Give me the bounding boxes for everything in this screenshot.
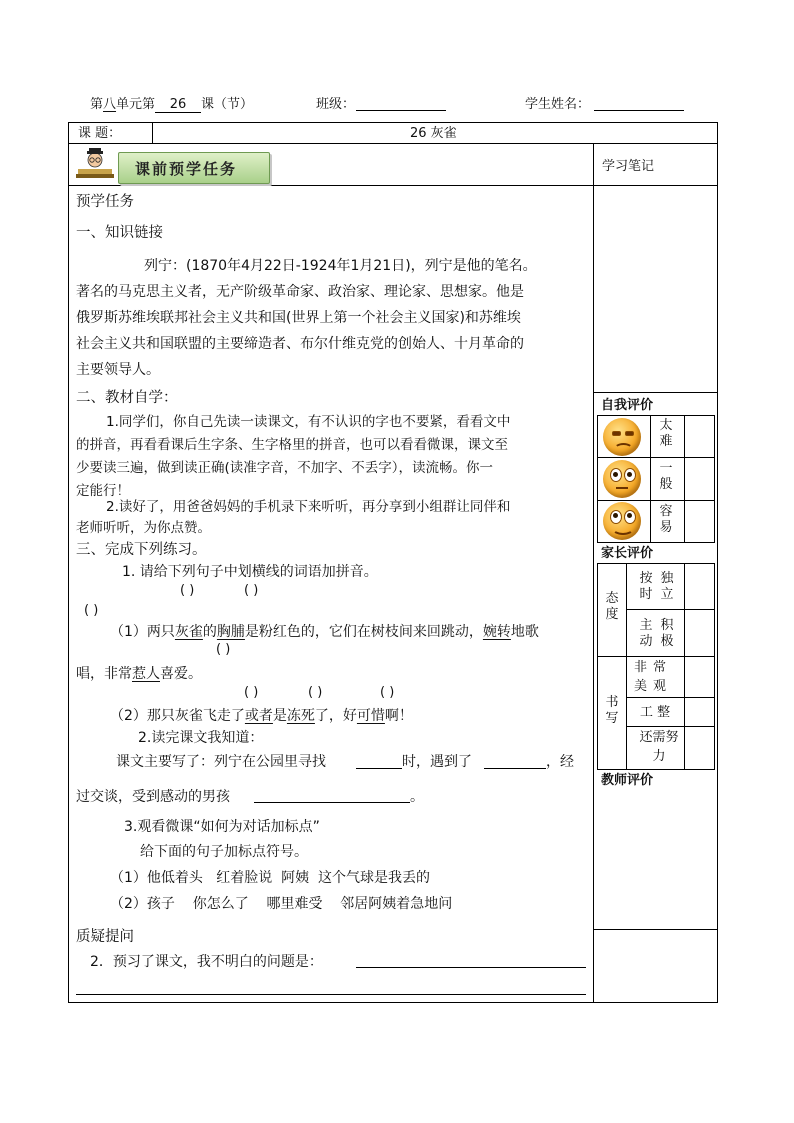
exercise-1: 1. 请给下列句子中划横线的词语加拼音。 — [122, 564, 378, 580]
pinyin-blank[interactable]: ( ) — [308, 685, 323, 700]
level-normal: 一般 — [659, 461, 673, 492]
answer-blank[interactable] — [484, 768, 546, 769]
sentence-1: （1）两只灰雀的胸脯是粉红色的，它们在树枝间来回跳动，婉转地歌 — [110, 624, 539, 640]
pre-study-banner — [118, 152, 270, 184]
parent-eval-title: 家长评价 — [601, 546, 654, 561]
att-on-time: 按时 — [639, 571, 653, 602]
lenin-line-4: 社会主义共和国联盟的主要缔造者、布尔什维克党的创始人、十月革命的 — [76, 336, 524, 352]
banner-text: 课前预学任务 — [135, 160, 238, 178]
question-title: 质疑提问 — [76, 929, 134, 945]
answer-blank[interactable] — [356, 768, 402, 769]
question-answer-line-2[interactable] — [76, 994, 586, 995]
pinyin-blank[interactable]: ( ) — [216, 642, 231, 657]
item1-line-3: 少要读三遍，做到读正确(读准字音，不加字、不丢字），读流畅。你一 — [76, 460, 494, 476]
question-2: 2．预习了课文，我不明白的问题是： — [90, 954, 323, 970]
w-improve: 还需努力 — [639, 730, 679, 764]
lesson-number: 26 — [155, 98, 201, 113]
w-beautiful: 非常美观 — [634, 660, 673, 694]
lesson-title: 26 灰雀 — [410, 126, 457, 141]
student-name-field[interactable] — [594, 110, 684, 111]
question-answer-line[interactable] — [356, 967, 586, 968]
item1-line-2: 的拼音，再看看课后生字条、生字格里的拼音，也可以看看微课，课文至 — [76, 437, 508, 453]
class-field[interactable] — [356, 110, 446, 111]
pinyin-blank[interactable]: ( ) — [244, 685, 259, 700]
section-1: 一、知识链接 — [76, 225, 163, 241]
class-label: 班级： — [316, 97, 356, 112]
reading-figure-icon — [76, 148, 114, 180]
attitude-label: 态度 — [605, 591, 619, 622]
lenin-line-3: 俄罗斯苏维埃联邦社会主义共和国(世界上第一个社会主义国家)和苏维埃 — [76, 310, 521, 326]
exercise-3: 3.观看微课“如何为对话加标点” — [124, 819, 320, 835]
neutral-face-icon[interactable] — [603, 460, 641, 498]
item2-line-1: 2.读好了，用爸爸妈妈的手机录下来听听，再分享到小组群让同伴和 — [106, 499, 511, 515]
item2-line-2: 老师听听，为你点赞。 — [76, 520, 211, 536]
title-label: 课 题： — [78, 126, 122, 141]
exercise-2-text-c: ，经 — [546, 754, 574, 770]
item1-line-4: 定能行！ — [76, 483, 130, 499]
att-active: 积极 — [660, 618, 674, 649]
pinyin-blank[interactable]: ( ) — [380, 685, 395, 700]
sad-face-icon[interactable] — [603, 418, 641, 456]
item1-line-1: 1.同学们，你自己先读一读课文，有不认识的字也不要紧，看看文中 — [106, 414, 511, 430]
self-eval-title: 自我评价 — [601, 398, 654, 413]
pinyin-blank[interactable]: ( ) — [244, 583, 259, 598]
pinyin-blank[interactable]: ( ) — [84, 603, 99, 618]
teacher-eval-title: 教师评价 — [601, 773, 654, 788]
task-title: 预学任务 — [76, 194, 134, 210]
exercise-2-text-a: 课文主要写了：列宁在公园里寻找 — [116, 754, 326, 770]
lenin-line-2: 著名的马克思主义者，无产阶级革命家、政治家、理论家、思想家。他是 — [76, 284, 524, 300]
exercise-3-sentence-1: （1）他低着头 红着脸说 阿姨 这个气球是我丢的 — [110, 870, 431, 886]
exercise-2-text-e: 。 — [410, 789, 424, 805]
exercise-3-instruction: 给下面的句子加标点符号。 — [140, 844, 308, 860]
sentence-2: （2）那只灰雀飞走了或者是冻死了，好可惜啊！ — [110, 708, 413, 724]
pinyin-blank[interactable]: ( ) — [180, 583, 195, 598]
exercise-2-text-d: 过交谈，受到感动的男孩 — [76, 789, 230, 805]
writing-label: 书写 — [605, 695, 619, 726]
sentence-1b: 唱，非常惹人喜爱。 — [76, 666, 202, 682]
section-3: 三、完成下列练习。 — [76, 542, 207, 558]
answer-blank[interactable] — [254, 802, 410, 803]
att-independent: 独立 — [660, 571, 674, 602]
section-2: 二、教材自学： — [76, 390, 178, 406]
att-proactive: 主动 — [639, 618, 653, 649]
lenin-line-5: 主要领导人。 — [76, 362, 160, 378]
study-notes-label: 学习笔记 — [602, 159, 655, 174]
w-neat: 工 整 — [640, 705, 671, 720]
lenin-line-1: 列宁：(1870年4月22日-1924年1月21日)，列宁是他的笔名。 — [144, 258, 537, 274]
exercise-2-text-b: 时，遇到了 — [402, 754, 472, 770]
level-easy: 容易 — [659, 504, 673, 535]
level-hard: 太难 — [659, 418, 673, 449]
exercise-3-sentence-2: （2）孩子 你怎么了 哪里难受 邻居阿姨着急地问 — [110, 896, 453, 912]
exercise-2: 2.读完课文我知道： — [138, 730, 264, 746]
happy-face-icon[interactable] — [603, 502, 641, 540]
unit-label: 第八单元第 26 课（节） — [90, 97, 254, 112]
student-name-label: 学生姓名： — [525, 97, 591, 112]
